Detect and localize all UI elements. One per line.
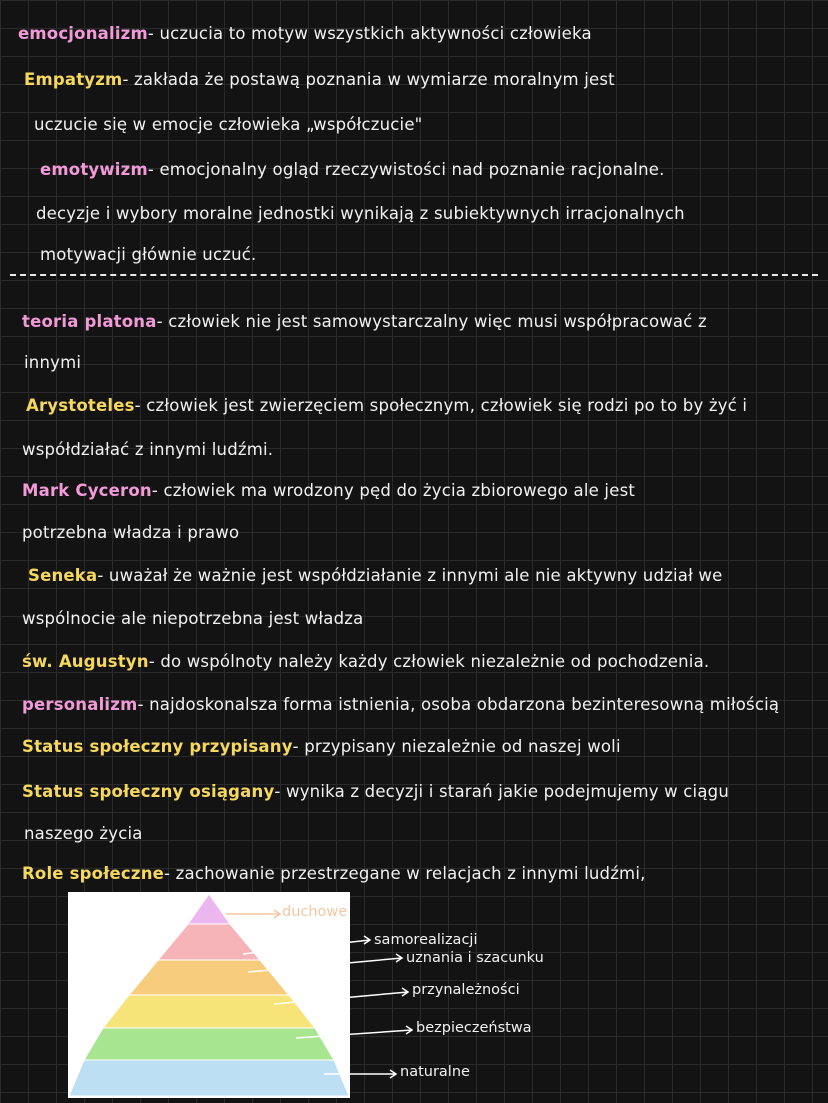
note-line-continuation: wspólnocie ale niepotrzebna jest władza — [22, 609, 364, 628]
definition-text: - człowiek ma wrodzony pęd do życia zbiorowego ale jest — [151, 481, 636, 500]
note-line-continuation: innymi — [24, 353, 82, 372]
term-sw-augustyn: św. Augustyn — [22, 652, 149, 671]
term-empatyzm: Empatyzm — [24, 70, 123, 89]
definition-text: - najdoskonalsza forma istnienia, osoba obdarzona bezinteresowną miłością — [137, 695, 780, 714]
definition-text: - do wspólnoty należy każdy człowiek niezależnie od pochodzenia. — [148, 652, 710, 671]
note-line — [18, 24, 828, 44]
note-line — [40, 160, 828, 180]
pyramid-graphic — [68, 892, 612, 1098]
dashed-divider — [10, 274, 818, 276]
note-line — [26, 396, 828, 416]
note-line-continuation: współdziałać z innymi ludźmi. — [22, 440, 274, 459]
pyramid-label-naturalne: naturalne — [400, 1064, 470, 1080]
pyramid-label-duchowe: duchowe — [282, 904, 348, 920]
note-line — [24, 70, 828, 90]
note-line — [22, 652, 828, 672]
pyramid-label-przynaleznosci: przynależności — [412, 982, 520, 998]
definition-text: - uważał że ważnie jest współdziałanie z innymi ale nie aktywny udział we — [97, 566, 723, 585]
pyramid-level-bezpieczenstwa — [84, 1028, 334, 1060]
maslow-pyramid — [68, 892, 612, 1098]
note-line — [28, 566, 828, 586]
term-status-osiagany: Status społeczny osiągany — [22, 782, 275, 801]
note-line — [22, 864, 828, 884]
term-emocjonalizm: emocjonalizm — [18, 24, 148, 43]
definition-text: - człowiek nie jest samowystarczalny więc musi współpracować z — [156, 312, 707, 331]
pyramid-level-naturalne — [69, 1060, 349, 1096]
definition-text: - uczucia to motyw wszystkich aktywności człowieka — [147, 24, 592, 43]
note-line — [22, 481, 828, 501]
term-personalizm: personalizm — [22, 695, 138, 714]
pyramid-label-bezpieczenstwa: bezpieczeństwa — [416, 1020, 532, 1036]
note-line — [22, 737, 828, 757]
note-line — [22, 782, 828, 802]
term-status-przypisany: Status społeczny przypisany — [22, 737, 293, 756]
term-mark-cyceron: Mark Cyceron — [22, 481, 152, 500]
note-line-continuation: uczucie się w emocje człowieka „współczucie" — [34, 115, 423, 134]
pyramid-label-samorealizacji: samorealizacji — [374, 932, 478, 948]
definition-text: - człowiek jest zwierzęciem społecznym, człowiek się rodzi po to by żyć i — [134, 396, 748, 415]
definition-text: - wynika z decyzji i starań jakie podejmujemy w ciągu — [274, 782, 729, 801]
note-line — [22, 695, 828, 715]
pyramid-level-przynaleznosci — [103, 995, 315, 1028]
note-line — [22, 312, 828, 332]
definition-text: - przypisany niezależnie od naszej woli — [292, 737, 621, 756]
note-line-continuation: potrzebna władza i prawo — [22, 523, 240, 542]
pyramid-label-uznania: uznania i szacunku — [406, 950, 544, 966]
term-seneka: Seneka — [28, 566, 98, 585]
note-line-continuation: naszego życia — [24, 824, 143, 843]
definition-text: - emocjonalny ogląd rzeczywistości nad poznanie racjonalne. — [147, 160, 665, 179]
term-teoria-platona: teoria platona — [22, 312, 157, 331]
definition-text: - zachowanie przestrzegane w relacjach z innymi ludźmi, — [164, 864, 646, 883]
note-line-continuation: decyzje i wybory moralne jednostki wynikają z subiektywnych irracjonalnych — [36, 204, 685, 223]
term-emotywizm: emotywizm — [40, 160, 148, 179]
note-line-continuation: motywacji głównie uczuć. — [40, 245, 257, 264]
term-role-spoleczne: Role społeczne — [22, 864, 165, 883]
definition-text: - zakłada że postawą poznania w wymiarze moralnym jest — [122, 70, 615, 89]
term-arystoteles: Arystoteles — [26, 396, 135, 415]
